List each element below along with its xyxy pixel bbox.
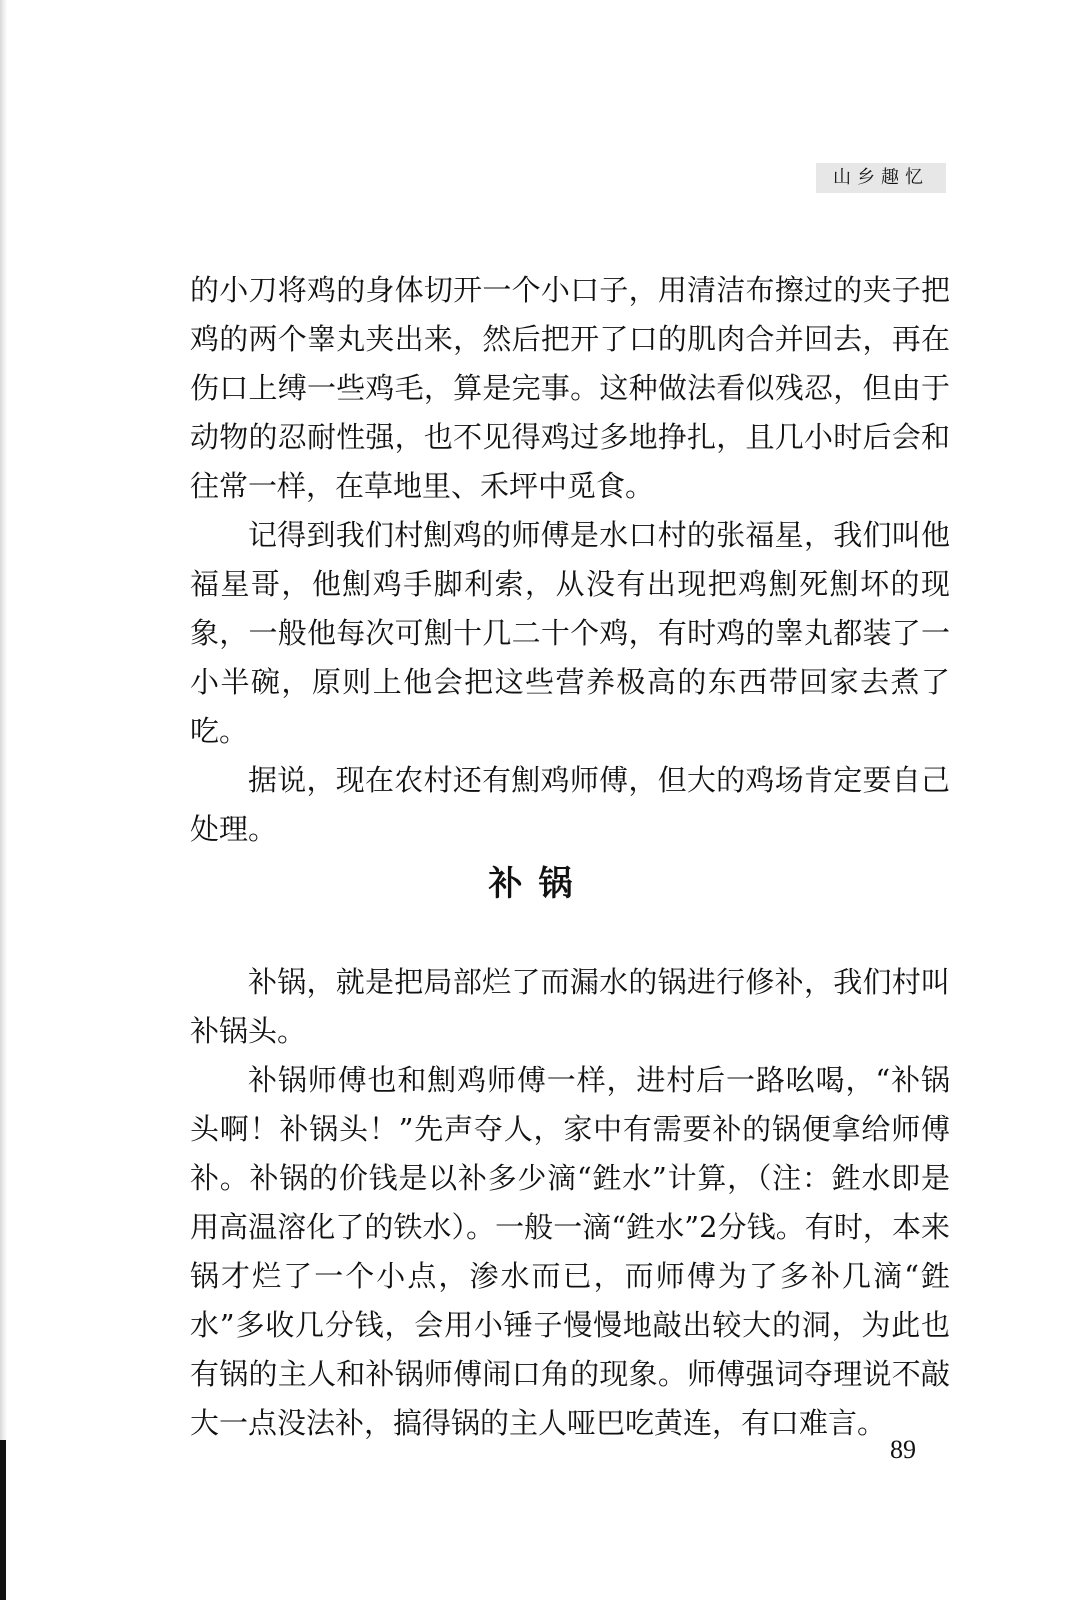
- section-1-text: [190, 266, 950, 854]
- page-edge-binding: [0, 1440, 6, 1600]
- section-title: 补锅: [488, 864, 589, 904]
- paragraph: 的小刀将鸡的身体切开一个小口子，用清洁布擦过的夹子把鸡的两个睾丸夹出来，然后把开了口的肌肉合并回去，再在伤口上缚一些鸡毛，算是完事。这种做法看似残忍，但由于动物的忍耐性强，也不见得鸡过多地挣扎，且几小时后会和往常一样，在草地里、禾坪中觅食。: [190, 273, 950, 503]
- paragraph: 补锅，就是把局部烂了而漏水的锅进行修补，我们村叫补锅头。: [190, 965, 950, 1048]
- page-number: 89: [890, 1435, 916, 1464]
- running-header: 山乡趣忆: [816, 163, 946, 193]
- paragraph: 记得到我们村劁鸡的师傅是水口村的张福星，我们叫他福星哥，他劁鸡手脚利索，从没有出现把鸡劁死劁坏的现象，一般他每次可劁十几二十个鸡，有时鸡的睾丸都装了一小半碗，原则上他会把这些营养极高的东西带回家去煮了吃。: [190, 518, 950, 748]
- page-edge-shadow: [0, 0, 7, 1600]
- paragraph: 据说，现在农村还有劁鸡师傅，但大的鸡场肯定要自己处理。: [190, 763, 950, 846]
- paragraph: 补锅师傅也和劁鸡师傅一样，进村后一路吆喝，“补锅头啊！补锅头！”先声夺人，家中有需要补的锅便拿给师傅补。补锅的价钱是以补多少滴“鉎水”计算，（注：鉎水即是用高温溶化了的铁水）。一般一滴“鉎水”2分钱。有时，本来锅才烂了一个小点，渗水而已，而师傅为了多补几滴“鉎水”多收几分钱，会用小锤子慢慢地敲出较大的洞，为此也有锅的主人和补锅师傅闹口角的现象。师傅强词夺理说不敲大一点没法补，搞得锅的主人哑巴吃黄连，有口难言。: [190, 1063, 950, 1440]
- section-2-text: [190, 958, 950, 1448]
